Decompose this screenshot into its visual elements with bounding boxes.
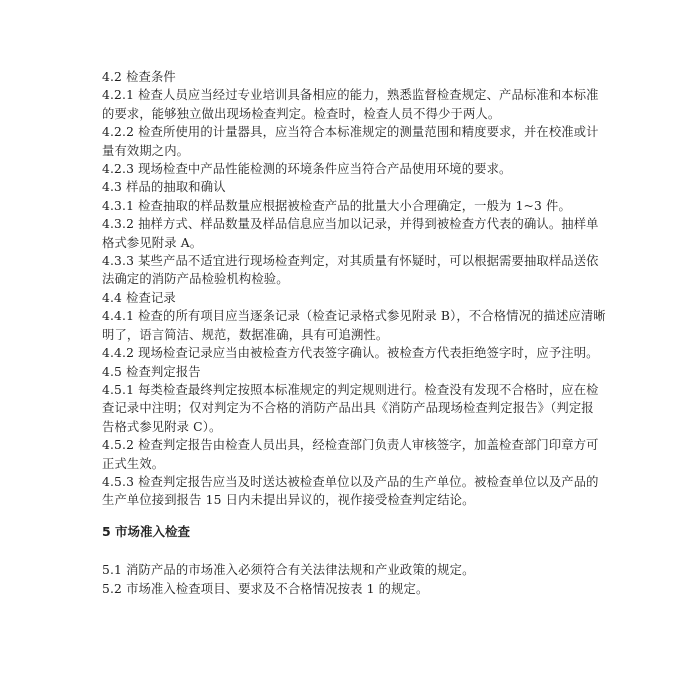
clause-4-2-1-cont: 的要求，能够独立做出现场检查判定。检查时，检查人员不得少于两人。 bbox=[102, 106, 501, 121]
heading-4-2: 4.2 检查条件 bbox=[102, 70, 176, 84]
clause-4-3-2: 4.3.2 抽样方式、样品数量及样品信息应当加以记录，并得到被检查方代表的确认。抽样单 bbox=[102, 217, 599, 232]
clause-4-4-2: 4.4.2 现场检查记录应当由被检查方代表签字确认。被检查方代表拒绝签字时，应予注明。 bbox=[102, 346, 599, 361]
clause-5-1: 5.1 消防产品的市场准入必须符合有关法律法规和产业政策的规定。 bbox=[102, 563, 475, 578]
clause-4-5-2: 4.5.2 检查判定报告由检查人员出具，经检查部门负责人审核签字，加盖检查部门印章方可 bbox=[102, 438, 599, 453]
clause-4-5-3: 4.5.3 检查判定报告应当及时送达被检查单位以及产品的生产单位。被检查单位以及产品的 bbox=[102, 474, 599, 489]
clause-4-5-1-cont: 查记录中注明；仅对判定为不合格的消防产品出具《消防产品现场检查判定报告》（判定报 bbox=[102, 401, 594, 416]
clause-4-2-2: 4.2.2 检查所使用的计量器具，应当符合本标准规定的测量范围和精度要求，并在校准或计 bbox=[102, 125, 599, 140]
heading-4-3: 4.3 样品的抽取和确认 bbox=[102, 180, 226, 195]
clause-4-2-2-cont: 量有效期之内。 bbox=[102, 143, 190, 158]
spacer bbox=[102, 541, 580, 561]
clause-4-3-1: 4.3.1 检查抽取的样品数量应根据被检查产品的批量大小合理确定，一般为 1~3 件。 bbox=[102, 198, 571, 213]
section-4-body bbox=[102, 68, 606, 510]
clause-4-4-1-cont: 明了，语言简洁、规范，数据准确，具有可追溯性。 bbox=[102, 327, 389, 342]
clause-4-4-1: 4.4.1 检查的所有项目应当逐条记录（检查记录格式参见附录 B），不合格情况的描述应清晰 bbox=[102, 309, 606, 324]
section-5-heading: 5 市场准入检查 bbox=[102, 523, 191, 539]
clause-4-5-1-cont2: 告格式参见附录 C）。 bbox=[102, 419, 222, 434]
clause-4-3-3-cont: 法确定的消防产品检验机构检验。 bbox=[102, 272, 289, 287]
heading-4-4: 4.4 检查记录 bbox=[102, 290, 176, 305]
clause-4-5-3-cont: 生产单位接到报告 15 日内未提出异议的，视作接受检查判定结论。 bbox=[102, 493, 475, 508]
clause-5-2: 5.2 市场准入检查项目、要求及不合格情况按表 1 的规定。 bbox=[102, 581, 429, 596]
clause-4-2-1: 4.2.1 检查人员应当经过专业培训具备相应的能力，熟悉监督检查规定、产品标准和本标准 bbox=[102, 88, 599, 103]
clause-4-2-3: 4.2.3 现场检查中产品性能检测的环境条件应当符合产品使用环境的要求。 bbox=[102, 162, 512, 177]
clause-4-5-2-cont: 正式生效。 bbox=[102, 456, 165, 471]
document-page bbox=[102, 68, 606, 598]
spacer bbox=[102, 510, 580, 523]
section-5-body bbox=[102, 561, 580, 598]
clause-4-3-3: 4.3.3 某些产品不适宜进行现场检查判定，对其质量有怀疑时，可以根据需要抽取样品送依 bbox=[102, 254, 599, 269]
clause-4-5-1: 4.5.1 每类检查最终判定按照本标准规定的判定规则进行。检查没有发现不合格时，应在检 bbox=[102, 382, 599, 397]
heading-4-5: 4.5 检查判定报告 bbox=[102, 364, 201, 379]
clause-4-3-2-cont: 格式参见附录 A。 bbox=[102, 235, 203, 250]
